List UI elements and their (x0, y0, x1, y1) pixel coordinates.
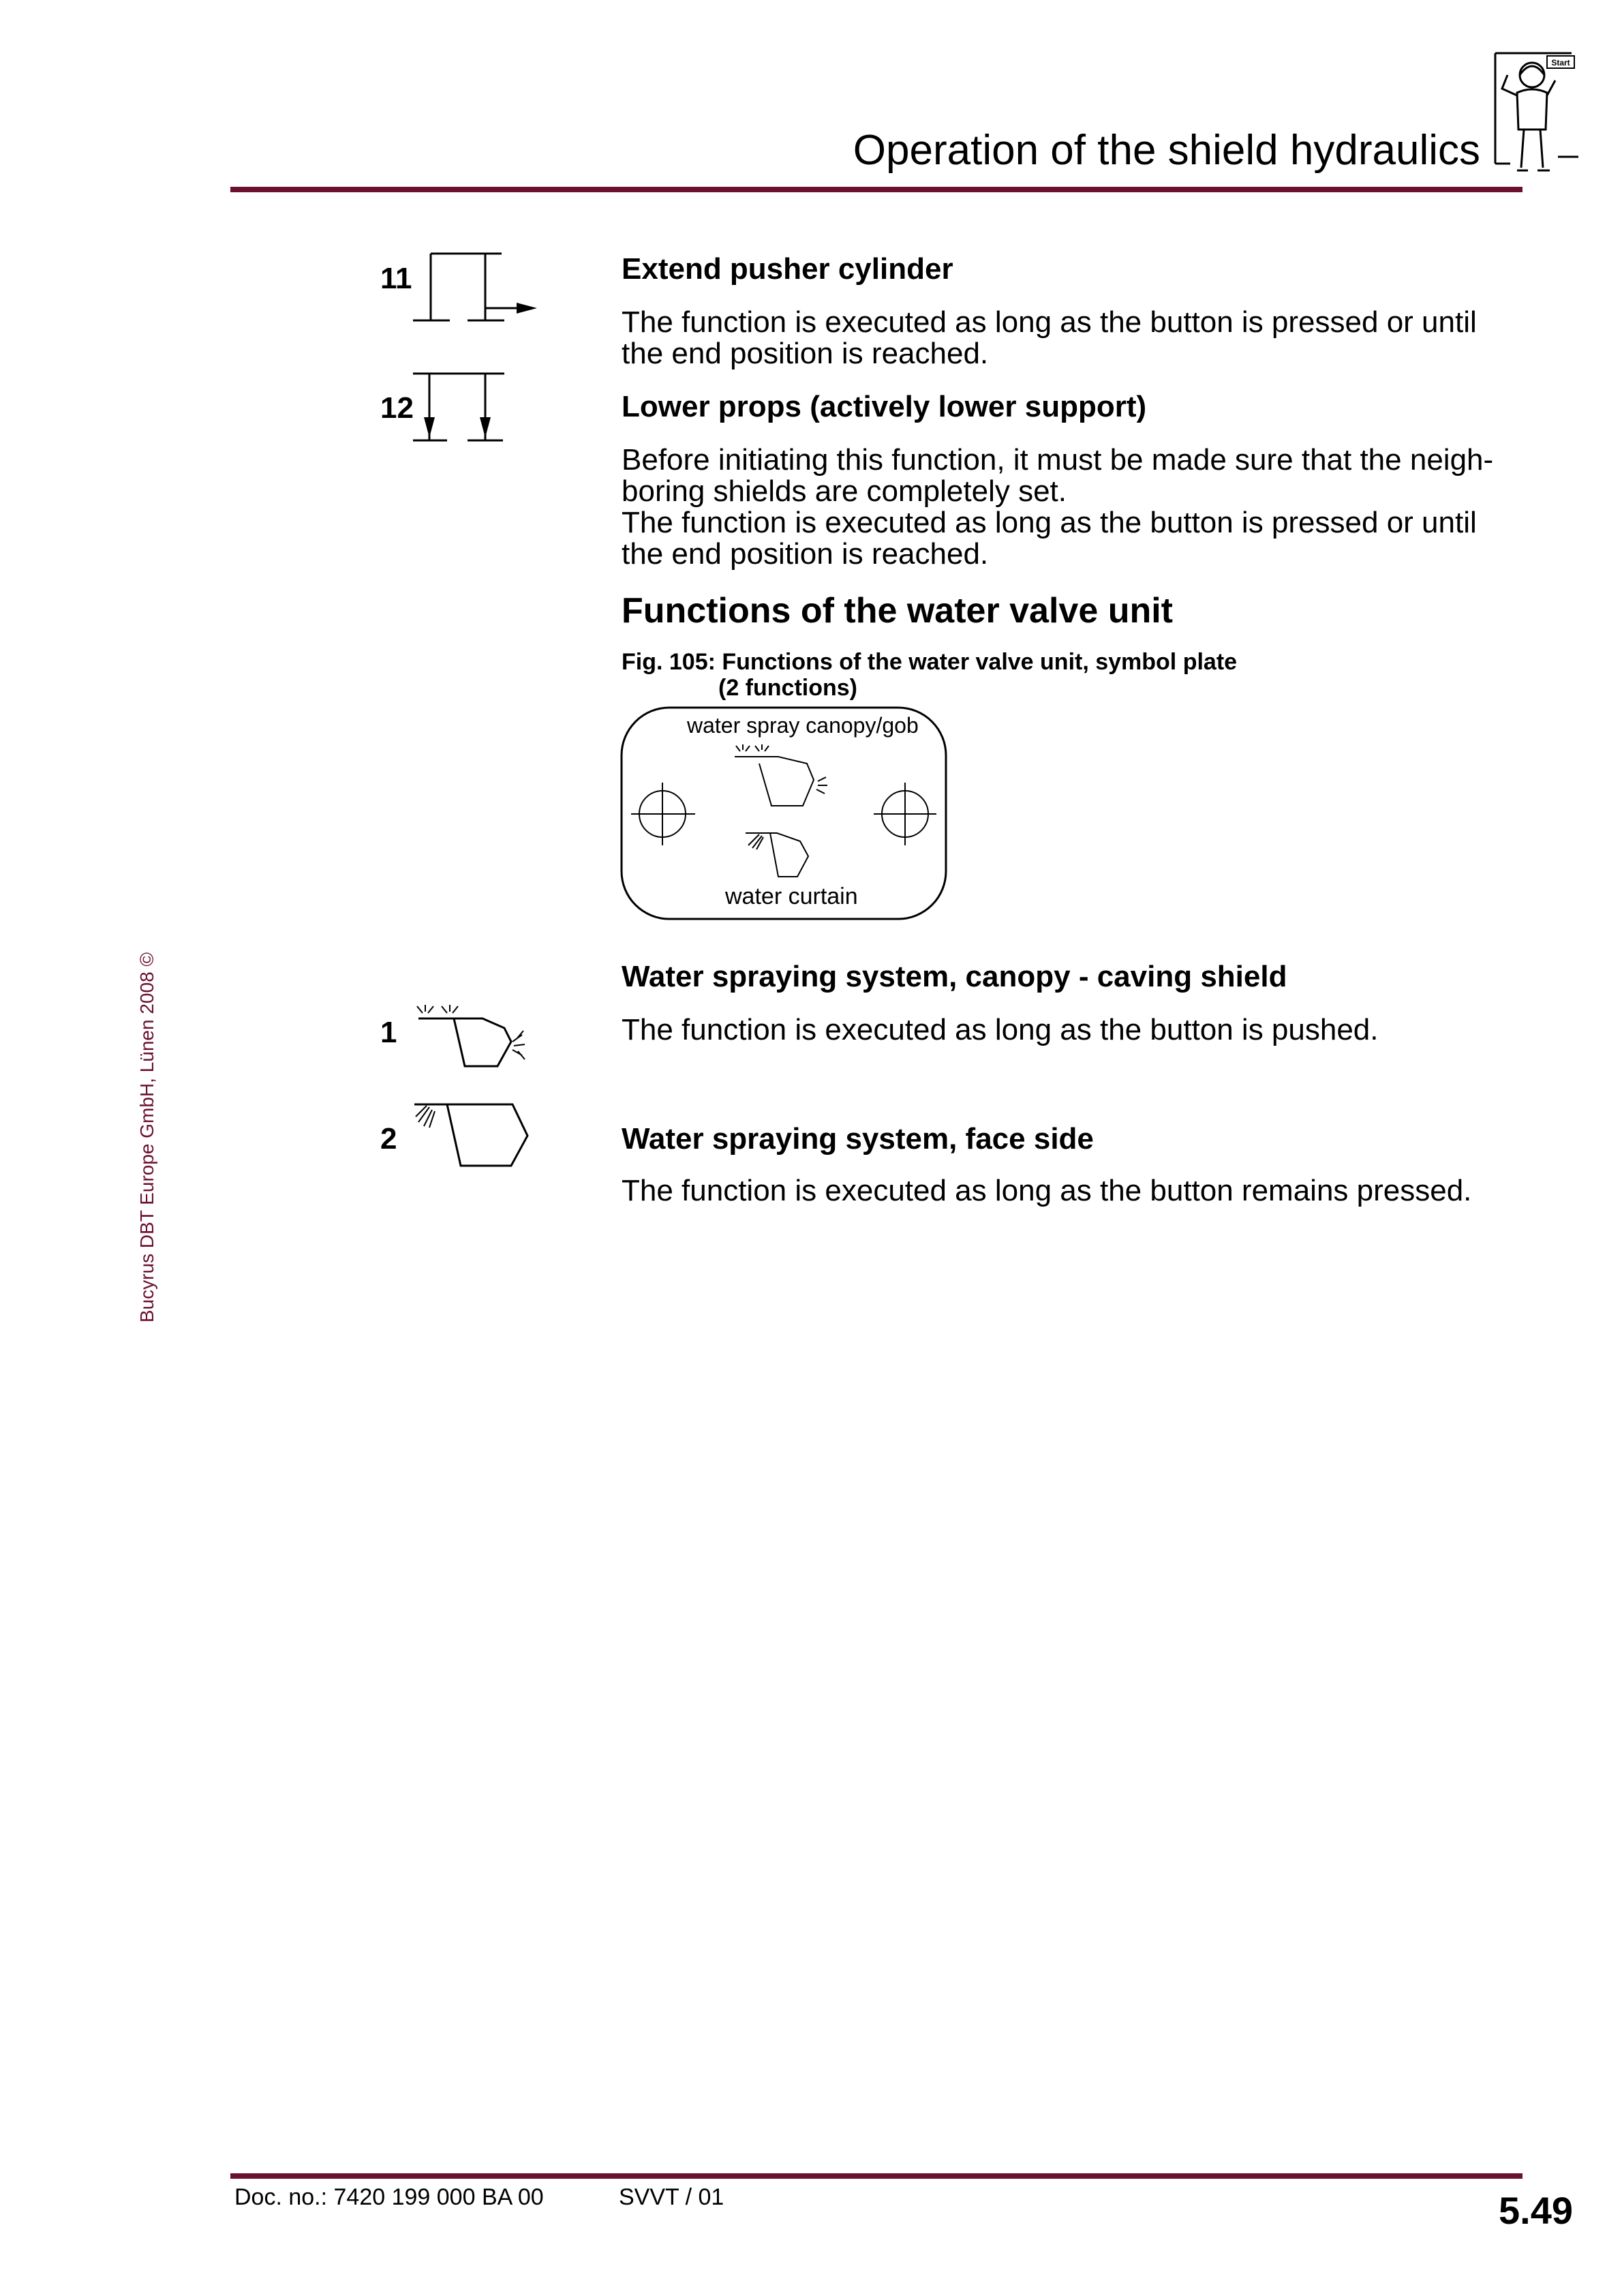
item-heading: Water spraying system, face side (622, 1122, 1094, 1155)
item-heading: Extend pusher cylinder (622, 252, 953, 286)
footer-rule (230, 2173, 1522, 2179)
header-rule (230, 187, 1522, 192)
section-title: Functions of the water valve unit (622, 591, 1173, 631)
canopy-spray-symbol (409, 995, 545, 1077)
page-number: 5.49 (1499, 2189, 1573, 2232)
doc-code: SVVT / 01 (619, 2184, 724, 2210)
plate-bottom-label: water curtain (725, 883, 858, 909)
page-title: Operation of the shield hydraulics (853, 127, 1480, 174)
item-text: The function is executed as long as the button remains pressed. (622, 1174, 1472, 1207)
start-badge: Start (1551, 58, 1570, 67)
face-spray-symbol (409, 1098, 545, 1186)
item-number: 2 (380, 1122, 397, 1155)
item-heading: Lower props (actively lower support) (622, 390, 1147, 423)
worker-start-icon (1490, 48, 1578, 184)
item-text: The function is executed as long as the button is pushed. (622, 1013, 1379, 1046)
item-text: The function is executed as long as the button is pressed or until the end position is reached. (622, 305, 1477, 370)
item-number: 12 (380, 391, 414, 425)
lower-props-symbol (409, 372, 518, 447)
item-number: 11 (380, 262, 412, 295)
copyright-notice: Bucyrus DBT Europe GmbH, Lünen 2008 © (136, 952, 157, 1323)
item-number: 1 (380, 1016, 397, 1049)
item-heading: Water spraying system, canopy - caving shield (622, 960, 1287, 993)
figure-caption: Fig. 105: Functions of the water valve unit, symbol plate (2 functions) (622, 649, 1238, 701)
extend-pusher-symbol (409, 252, 545, 327)
doc-number: Doc. no.: 7420 199 000 BA 00 (234, 2184, 544, 2210)
item-text: Before initiating this function, it must be made sure that the neigh-boring shields are completely set. The function is executed as long as the button is pressed or until the end position is reached. (622, 443, 1494, 571)
plate-top-label: water spray canopy/gob (687, 713, 919, 738)
